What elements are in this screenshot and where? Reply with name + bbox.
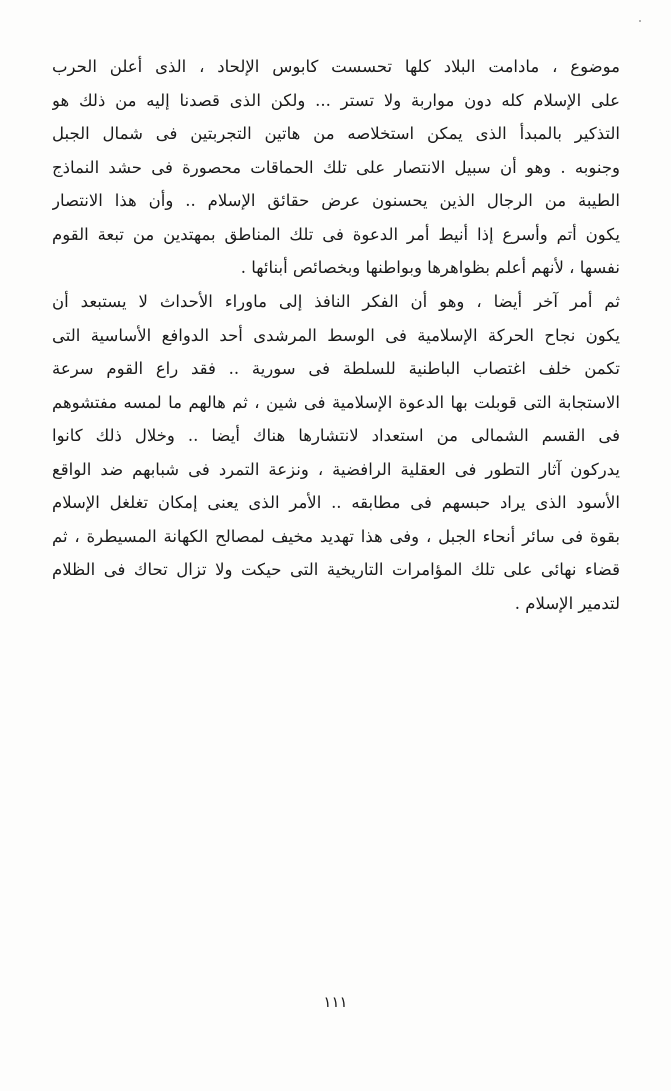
text-line: بقوة فى سائر أنحاء الجبل ، وفى هذا تهديد مخيف لمصالح الكهانة المسيطرة ، ثم — [52, 526, 620, 546]
text-line: الطيبة من الرجال الذين يحسنون عرض حقائق الإسلام .. وأن هذا الانتصار — [52, 191, 620, 210]
text-line: على الإسلام كله دون مواربة ولا تستر ... ولكن الذى قصدنا إليه من ذلك هو — [52, 90, 620, 110]
text-line: وجنوبه . وهو أن سبيل الانتصار على تلك الحماقات محصورة فى حشد النماذج — [52, 157, 620, 177]
paragraph-1 — [52, 50, 620, 285]
text-line: لتدمير الإسلام . — [514, 593, 620, 613]
text-line: قضاء نهائى على تلك المؤامرات التاريخية التى حيكت ولا تزال تحاك فى الظلام — [52, 560, 620, 579]
text-line: فى القسم الشمالى من استعداد لانتشارها هناك أيضا .. وخلال ذلك كانوا — [52, 426, 620, 445]
page-speck — [639, 20, 641, 22]
page-number: ١١١ — [323, 993, 348, 1011]
text-line: ثم أمر آخر أيضا ، وهو أن الفكر النافذ إلى ماوراء الأحداث لا يستبعد أن — [52, 292, 620, 311]
text-line: الأسود الذى يراد حبسهم فى مطابقه .. الأمر الذى يعنى إمكان تغلغل الإسلام — [52, 493, 620, 512]
text-line: يكون نجاح الحركة الإسلامية فى الوسط المرشدى أحد الدوافع الأساسية التى — [52, 325, 620, 345]
text-line: موضوع ، مادامت البلاد كلها تحسست كابوس الإلحاد ، الذى أعلن الحرب — [52, 57, 620, 76]
text-line: يدركون آثار التطور فى العقلية الرافضية ، ونزعة التمرد فى شبابهم ضد الواقع — [52, 459, 620, 479]
text-line: يكون أتم وأسرع إذا أنيط أمر الدعوة فى تلك المناطق بمهتدين من تبعة القوم — [52, 224, 620, 244]
text-line: التذكير بالمبدأ الذى يمكن استخلاصه من هاتين التجربتين فى شمال الجبل — [52, 124, 620, 143]
text-line: نفسها ، لأنهم أعلم بظواهرها وبواطنها وبخصائص أبنائها . — [240, 258, 620, 277]
text-line: تكمن خلف اغتصاب الباطنية للسلطة فى سورية .. فقد راع القوم سرعة — [52, 359, 620, 378]
text-line: الاستجابة التى قوبلت بها الدعوة الإسلامية فى شين ، ثم هالهم ما لمسه مفتشوهم — [52, 392, 620, 412]
paragraph-2 — [52, 285, 620, 620]
